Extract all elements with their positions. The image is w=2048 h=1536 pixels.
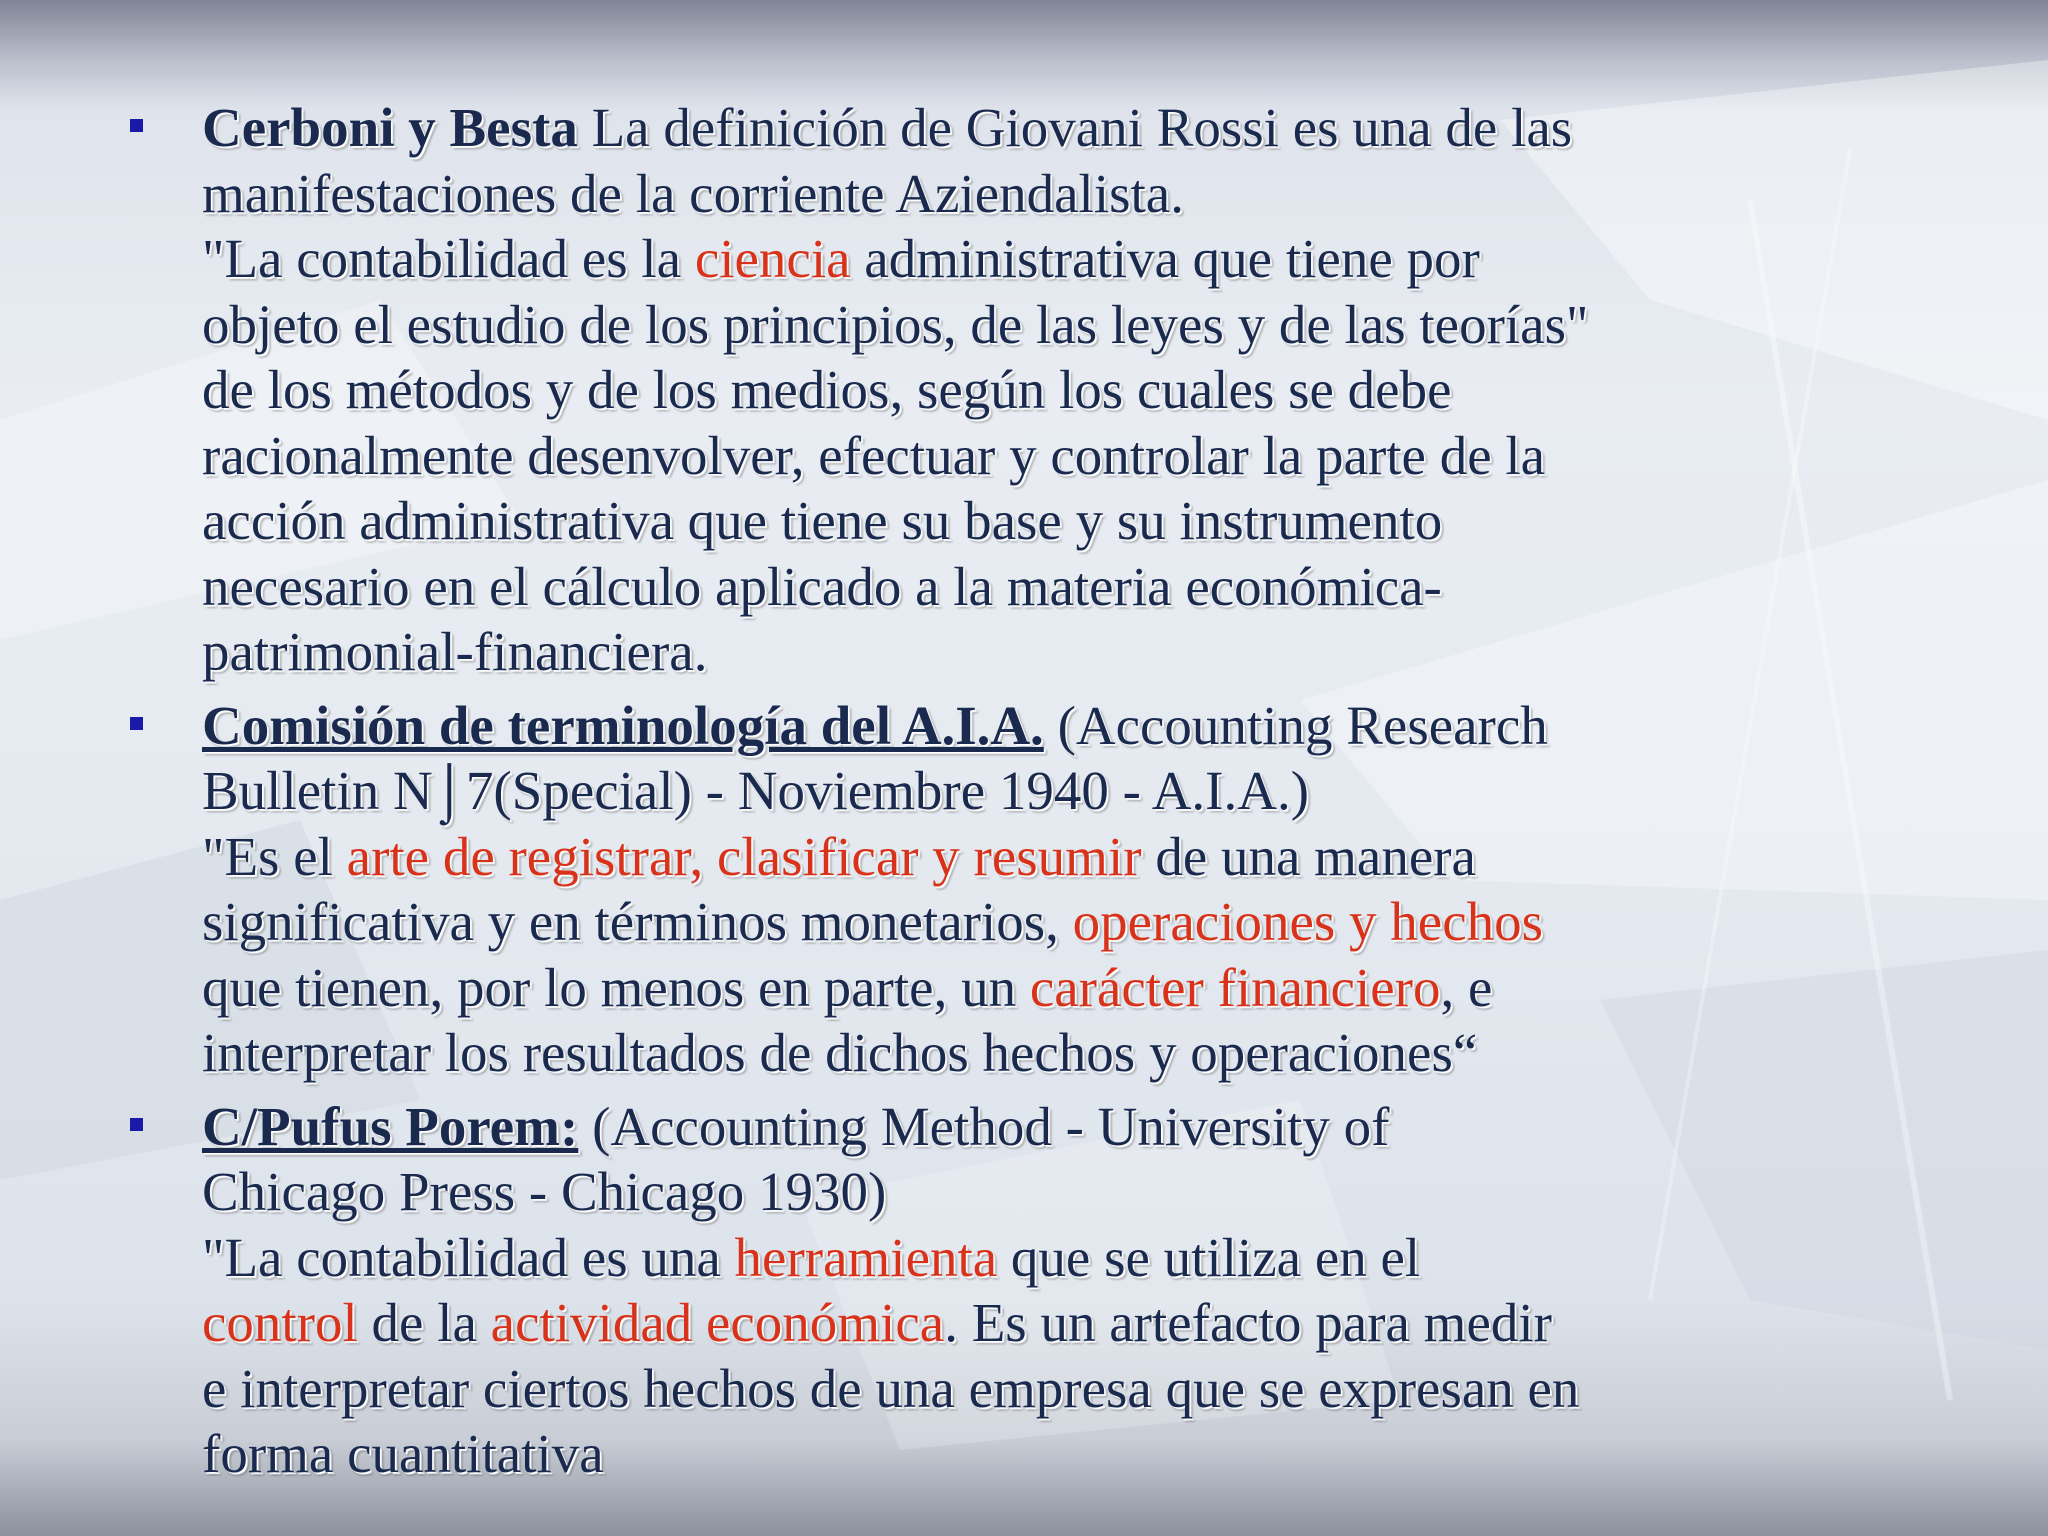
highlighted-term: carácter financiero	[1029, 956, 1441, 1018]
text-segment: Comisión de terminología del A.I.A.	[202, 694, 1044, 756]
text-segment: de los métodos y de los medios, según los cuales se debe	[202, 359, 1452, 420]
highlighted-term: ciencia	[694, 228, 851, 289]
text-segment: racionalmente desenvolver, efectuar y controlar la parte de la	[202, 424, 1546, 486]
text-line	[202, 1020, 1940, 1086]
text-segment: objeto el estudio de los principios, de las leyes y de las teorías"	[202, 293, 1589, 355]
text-segment: de una manera	[1141, 825, 1476, 887]
text-line	[202, 1290, 1940, 1356]
text-line	[202, 488, 1940, 554]
text-line	[202, 226, 1940, 292]
text-line	[202, 889, 1940, 955]
text-line	[202, 1094, 1940, 1160]
text-line	[202, 161, 1940, 227]
text-line	[202, 357, 1940, 423]
text-segment: La definición de Giovani Rossi es una de las	[577, 97, 1573, 158]
text-segment: (Accounting Research	[1043, 694, 1548, 756]
text-line	[202, 758, 1940, 824]
text-segment: "Es el	[202, 825, 347, 887]
text-segment: e interpretar ciertos hechos de una empresa que se expresan en	[202, 1357, 1580, 1419]
text-segment: manifestaciones de la corriente Aziendalista.	[202, 162, 1184, 224]
text-line	[202, 292, 1940, 358]
text-line	[202, 554, 1940, 620]
text-segment: interpretar los resultados de dichos hechos y operaciones“	[202, 1022, 1478, 1083]
highlighted-term: operaciones y hechos	[1072, 891, 1544, 952]
text-segment: de la	[357, 1292, 491, 1353]
text-segment: C/Pufus Porem:	[202, 1095, 579, 1157]
bullet-item	[130, 1094, 1940, 1487]
square-bullet-icon	[130, 119, 143, 132]
text-segment: . Es un artefacto para medir	[944, 1292, 1552, 1353]
text-segment: que se utiliza en el	[997, 1226, 1421, 1288]
text-line	[202, 619, 1940, 685]
text-segment: Chicago Press - Chicago 1930)	[202, 1161, 887, 1222]
square-bullet-icon	[130, 717, 143, 730]
highlighted-term: actividad económica	[490, 1292, 945, 1353]
highlighted-term: herramienta	[734, 1226, 998, 1288]
highlighted-term: control	[202, 1292, 358, 1353]
highlighted-term: arte de registrar, clasificar y resumir	[346, 825, 1142, 887]
square-bullet-icon	[130, 1118, 143, 1131]
text-segment: acción administrativa que tiene su base y su instrumento	[202, 490, 1443, 551]
slide-body	[130, 95, 1940, 1495]
text-segment: (Accounting Method - University of	[578, 1095, 1390, 1157]
bullet-item	[130, 95, 1940, 685]
text-segment: "La contabilidad es la	[202, 228, 695, 289]
text-line	[202, 1225, 1940, 1291]
text-line	[202, 1421, 1940, 1487]
text-segment: "La contabilidad es una	[202, 1226, 735, 1288]
text-line	[202, 423, 1940, 489]
text-segment: que tienen, por lo menos en parte, un	[202, 956, 1030, 1018]
text-line	[202, 1356, 1940, 1422]
text-line	[202, 824, 1940, 890]
text-segment: forma cuantitativa	[202, 1423, 604, 1484]
text-segment: patrimonial-financiera.	[202, 621, 708, 682]
text-line	[202, 693, 1940, 759]
text-segment: administrativa que tiene por	[850, 228, 1480, 289]
text-segment: Cerboni y Besta	[202, 97, 578, 158]
text-line	[202, 1159, 1940, 1225]
text-segment: necesario en el cálculo aplicado a la materia económica-	[202, 555, 1442, 617]
text-segment: significativa y en términos monetarios,	[202, 891, 1073, 952]
text-segment: , e	[1440, 956, 1493, 1018]
text-line	[202, 955, 1940, 1021]
bullet-item	[130, 693, 1940, 1086]
text-line	[202, 95, 1940, 161]
text-segment: Bulletin N⌡7(Special) - Noviembre 1940 - A.I.A.)	[202, 760, 1310, 821]
